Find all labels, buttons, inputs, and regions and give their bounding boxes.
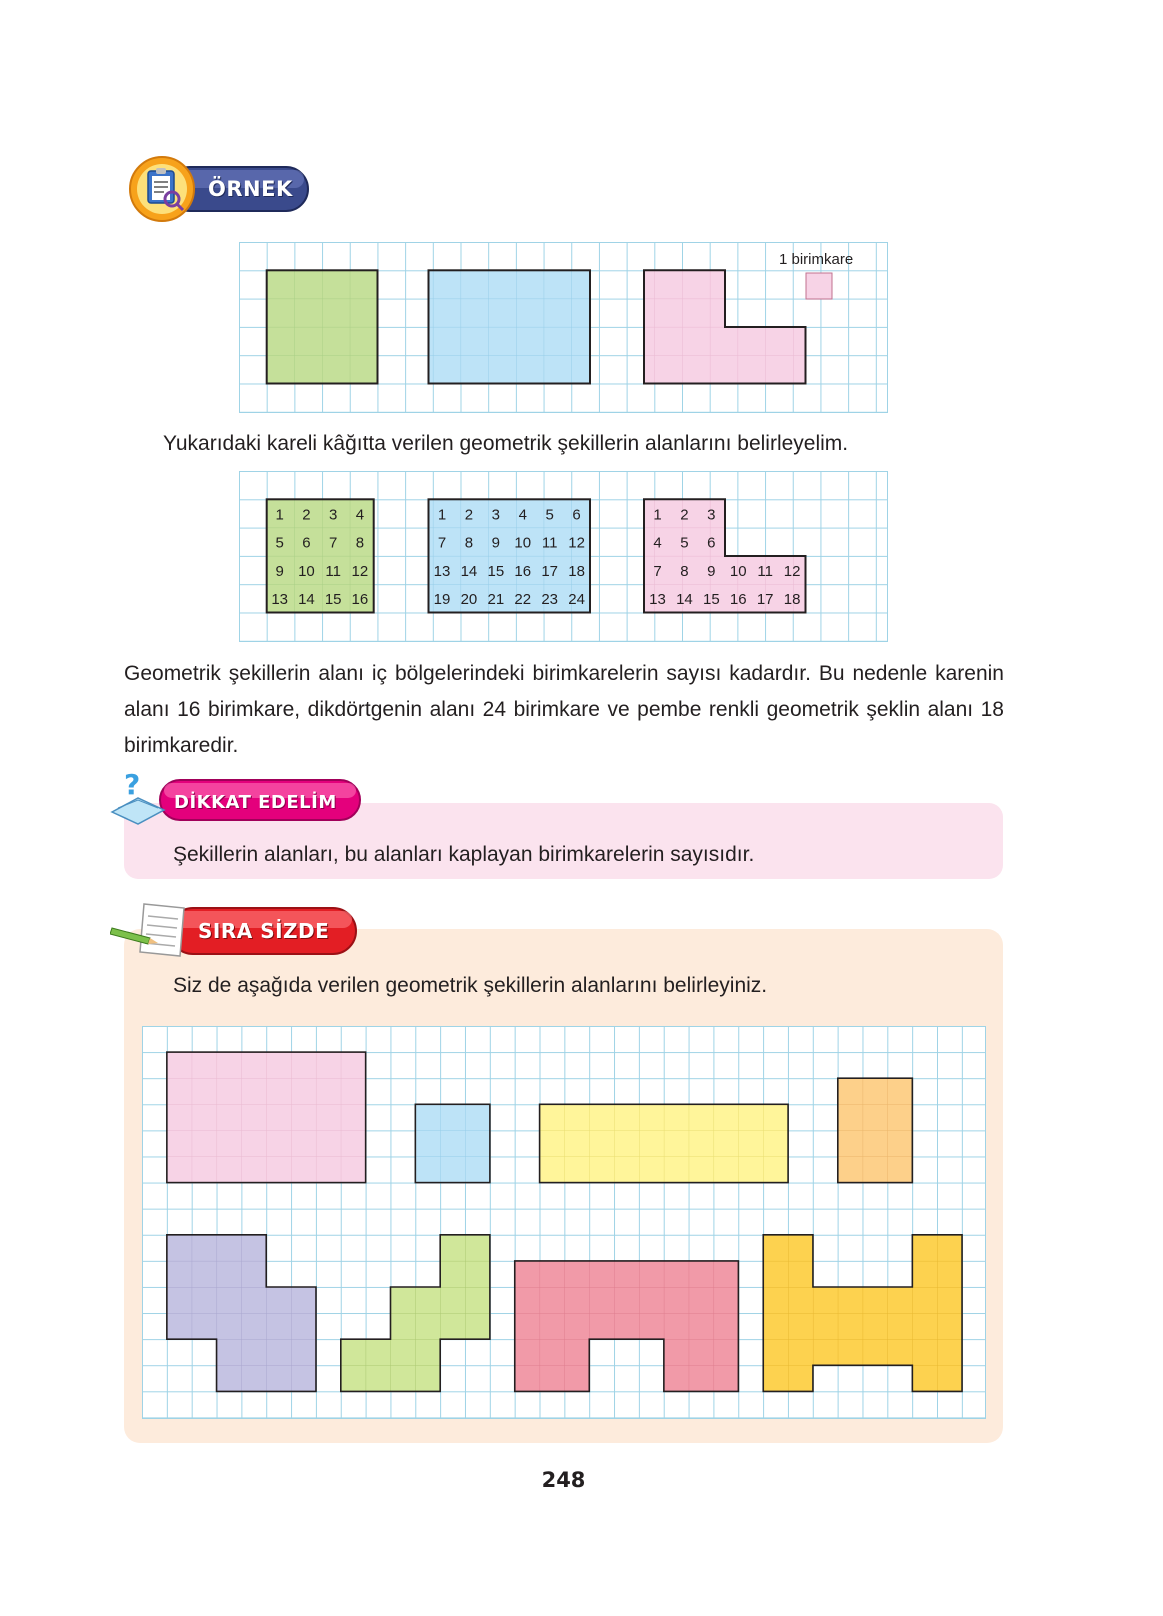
cell-number: 14 bbox=[460, 562, 478, 580]
numbered-shapes bbox=[239, 471, 889, 643]
numbered-blue-rectangle bbox=[429, 499, 591, 612]
cell-number: 8 bbox=[355, 534, 365, 552]
cell-number: 19 bbox=[433, 591, 451, 609]
example-badge-label: ÖRNEK bbox=[208, 177, 293, 201]
cell-number: 2 bbox=[680, 506, 689, 524]
cell-number: 13 bbox=[433, 562, 451, 580]
open-book-icon bbox=[112, 798, 164, 824]
cell-number: 10 bbox=[729, 562, 747, 580]
cell-number: 5 bbox=[275, 534, 284, 552]
cell-number: 8 bbox=[464, 534, 474, 552]
cell-number: 2 bbox=[302, 506, 311, 524]
question-mark-icon bbox=[124, 768, 140, 801]
cell-number: 5 bbox=[545, 506, 554, 524]
cell-number: 15 bbox=[487, 562, 505, 580]
cell-number: 20 bbox=[460, 591, 478, 609]
cell-number: 11 bbox=[325, 562, 341, 580]
exercise-orange-rectangle bbox=[838, 1078, 913, 1182]
cell-number: 12 bbox=[783, 562, 801, 580]
exercise-rose-arch bbox=[515, 1261, 739, 1392]
exercise-yellow-rectangle bbox=[540, 1104, 789, 1182]
attention-text: Şekillerin alanları, bu alanları kaplayan birimkarelerin sayısıdır. bbox=[173, 843, 755, 866]
exercise-lime-staircase bbox=[341, 1235, 490, 1392]
cell-number: 22 bbox=[514, 591, 532, 609]
cell-number: 4 bbox=[518, 506, 527, 524]
cell-number: 13 bbox=[649, 591, 666, 609]
cell-number: 9 bbox=[275, 562, 284, 580]
intro-text: Yukarıdaki kareli kâğıtta verilen geometrik şekillerin alanlarını belirleyelim. bbox=[163, 432, 849, 455]
green-square bbox=[267, 270, 378, 383]
cell-number: 1 bbox=[653, 506, 662, 524]
cell-number: 18 bbox=[783, 591, 801, 609]
unit-square bbox=[806, 273, 832, 299]
cell-number: 14 bbox=[298, 591, 315, 609]
exercise-pink-rectangle bbox=[167, 1052, 366, 1183]
exercise-gold-h-shape bbox=[763, 1235, 962, 1392]
blue-rectangle bbox=[429, 270, 591, 383]
cell-number: 16 bbox=[729, 591, 747, 609]
cell-number: 17 bbox=[756, 591, 774, 609]
cell-number: 13 bbox=[271, 591, 289, 609]
cell-number: 16 bbox=[351, 591, 369, 609]
cell-number: 16 bbox=[514, 562, 532, 580]
attention-badge-label: DİKKAT EDELİM bbox=[174, 792, 337, 813]
cell-number: 4 bbox=[653, 534, 662, 552]
attention-header bbox=[108, 768, 368, 830]
cell-number: 6 bbox=[572, 506, 581, 524]
page-number: 248 bbox=[541, 1468, 586, 1492]
exercise-blue-square bbox=[415, 1104, 490, 1182]
cell-number: 21 bbox=[487, 591, 505, 609]
cell-number: 15 bbox=[324, 591, 342, 609]
cell-number: 2 bbox=[464, 506, 474, 524]
cell-number: 6 bbox=[302, 534, 311, 552]
your-turn-text: Siz de aşağıda verilen geometrik şekillerin alanlarını belirleyiniz. bbox=[173, 974, 768, 997]
your-turn-header bbox=[110, 898, 360, 964]
exercise-shapes bbox=[142, 1026, 987, 1420]
cell-number: 7 bbox=[328, 534, 338, 552]
explanation-text: Geometrik şekillerin alanı iç bölgelerindeki birimkarelerin sayısı kadardır. Bu nedenle karenin alanı 16 birimkare, dikdörtgenin alanı 24 birimkare ve pembe renkli geometrik şeklin alanı 18 birimkaredir. bbox=[124, 662, 1004, 757]
cell-number: 9 bbox=[707, 562, 716, 580]
cell-number: 6 bbox=[707, 534, 716, 552]
cell-number: 14 bbox=[676, 591, 693, 609]
cell-number: 24 bbox=[568, 591, 585, 609]
cell-number: 4 bbox=[355, 506, 365, 524]
cell-number: 10 bbox=[514, 534, 532, 552]
cell-number: 1 bbox=[275, 506, 284, 524]
cell-number: 3 bbox=[491, 506, 501, 524]
exercise-lavender-shape bbox=[167, 1235, 316, 1392]
cell-number: 12 bbox=[351, 562, 369, 580]
cell-number: 11 bbox=[757, 562, 773, 580]
paper-pencil-icon bbox=[110, 904, 184, 956]
cell-number: 1 bbox=[437, 506, 447, 524]
cell-number: 12 bbox=[568, 534, 585, 552]
cell-number: 23 bbox=[541, 591, 559, 609]
cell-number: 7 bbox=[437, 534, 447, 552]
cell-number: 15 bbox=[702, 591, 720, 609]
cell-number: 17 bbox=[541, 562, 559, 580]
cell-number: 7 bbox=[653, 562, 662, 580]
numbered-pink-shape bbox=[644, 499, 806, 612]
cell-number: 11 bbox=[541, 534, 558, 552]
cell-number: 18 bbox=[568, 562, 585, 580]
cell-number: 5 bbox=[680, 534, 689, 552]
example-header bbox=[128, 155, 313, 225]
cell-number: 10 bbox=[298, 562, 315, 580]
cell-number: 8 bbox=[680, 562, 689, 580]
cell-number: 3 bbox=[707, 506, 716, 524]
svg-text:?: ? bbox=[124, 768, 141, 801]
your-turn-badge-label: SIRA SİZDE bbox=[198, 919, 330, 943]
unit-square-label: 1 birimkare bbox=[779, 251, 854, 268]
pink-l-shape bbox=[644, 270, 806, 383]
cell-number: 9 bbox=[491, 534, 501, 552]
cell-number: 3 bbox=[328, 506, 338, 524]
